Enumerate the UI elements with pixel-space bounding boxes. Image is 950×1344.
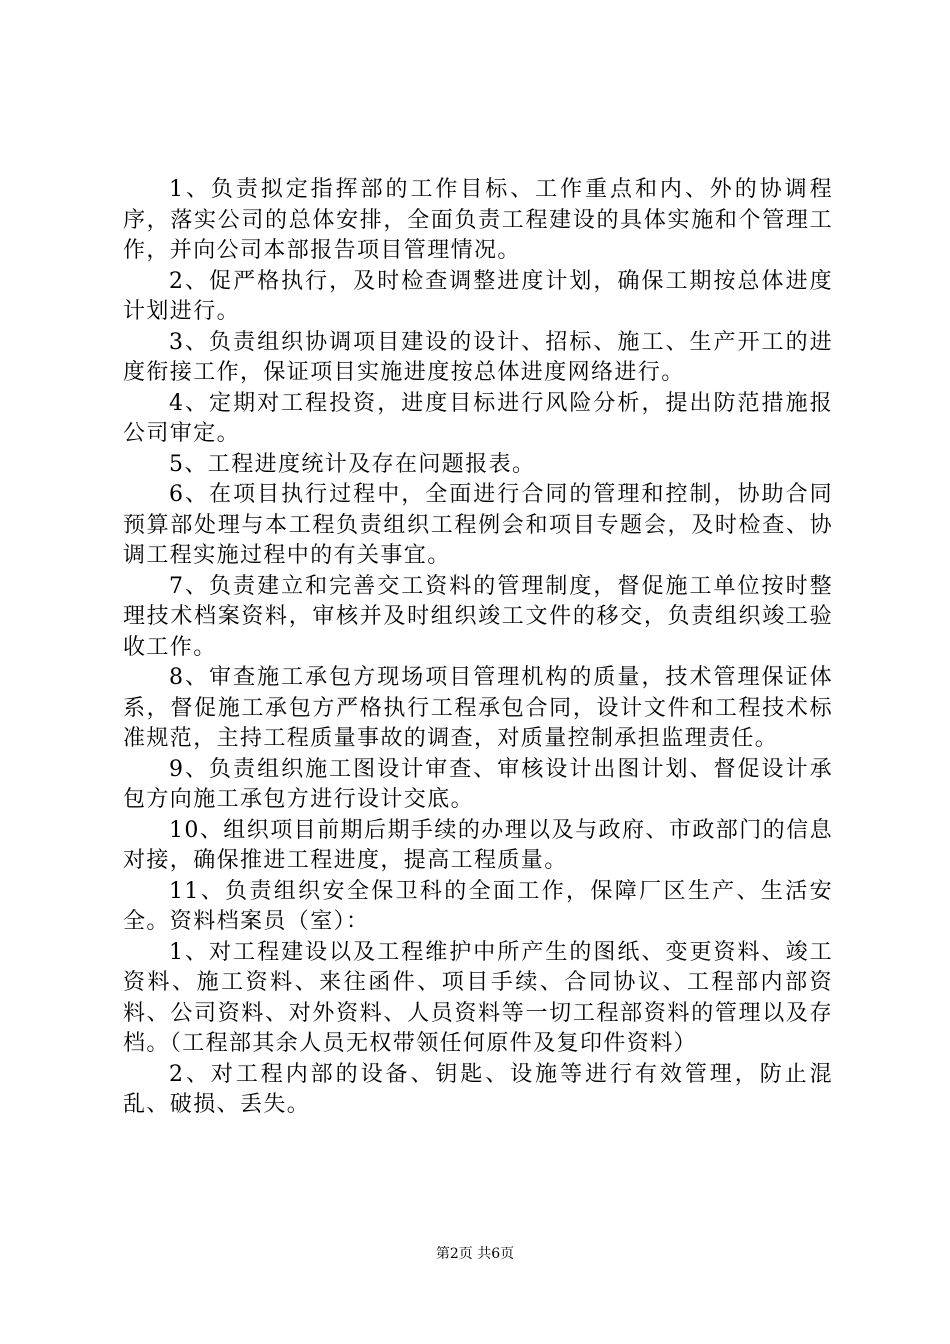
paragraph-10: 10、组织项目前期后期手续的办理以及与政府、市政部门的信息对接，确保推进工程进度，提高工程质量。 [123,817,833,873]
paragraph-3: 3、负责组织协调项目建设的设计、招标、施工、生产开工的进度衔接工作，保证项目实施进度按总体进度网络进行。 [123,329,833,385]
paragraph-1: 1、负责拟定指挥部的工作目标、工作重点和内、外的协调程序，落实公司的总体安排，全面负责工程建设的具体实施和个管理工作，并向公司本部报告项目管理情况。 [123,177,833,263]
document-body [123,175,833,1121]
paragraph-8: 8、审查施工承包方现场项目管理机构的质量，技术管理保证体系，督促施工承包方严格执行工程承包合同，设计文件和工程技术标准规范，主持工程质量事故的调查，对质量控制承担监理责任。 [123,665,833,751]
paragraph-12: 1、对工程建设以及工程维护中所产生的图纸、变更资料、竣工资料、施工资料、来往函件、项目手续、合同协议、工程部内部资料、公司资料、对外资料、人员资料等一切工程部资料的管理以及存档。（工程部其余人员无权带领任何原件及复印件资料） [123,939,833,1056]
paragraph-6: 6、在项目执行过程中，全面进行合同的管理和控制，协助合同预算部处理与本工程负责组织工程例会和项目专题会，及时检查、协调工程实施过程中的有关事宜。 [123,482,833,568]
paragraph-2: 2、促严格执行，及时检查调整进度计划，确保工期按总体进度计划进行。 [123,268,833,324]
paragraph-11: 11、负责组织安全保卫科的全面工作，保障厂区生产、生活安全。资料档案员（室）： [123,878,833,934]
paragraph-13: 2、对工程内部的设备、钥匙、设施等进行有效管理，防止混乱、破损、丢失。 [123,1061,833,1117]
paragraph-9: 9、负责组织施工图设计审查、审核设计出图计划、督促设计承包方向施工承包方进行设计交底。 [123,756,833,812]
paragraph-7: 7、负责建立和完善交工资料的管理制度，督促施工单位按时整理技术档案资料，审核并及时组织竣工文件的移交，负责组织竣工验收工作。 [123,573,833,660]
page-number-label: 第2页 共6页 [435,1246,515,1262]
paragraph-4: 4、定期对工程投资，进度目标进行风险分析，提出防范措施报公司审定。 [123,390,833,446]
page-footer [0,1244,950,1264]
paragraph-5: 5、工程进度统计及存在问题报表。 [169,451,536,477]
